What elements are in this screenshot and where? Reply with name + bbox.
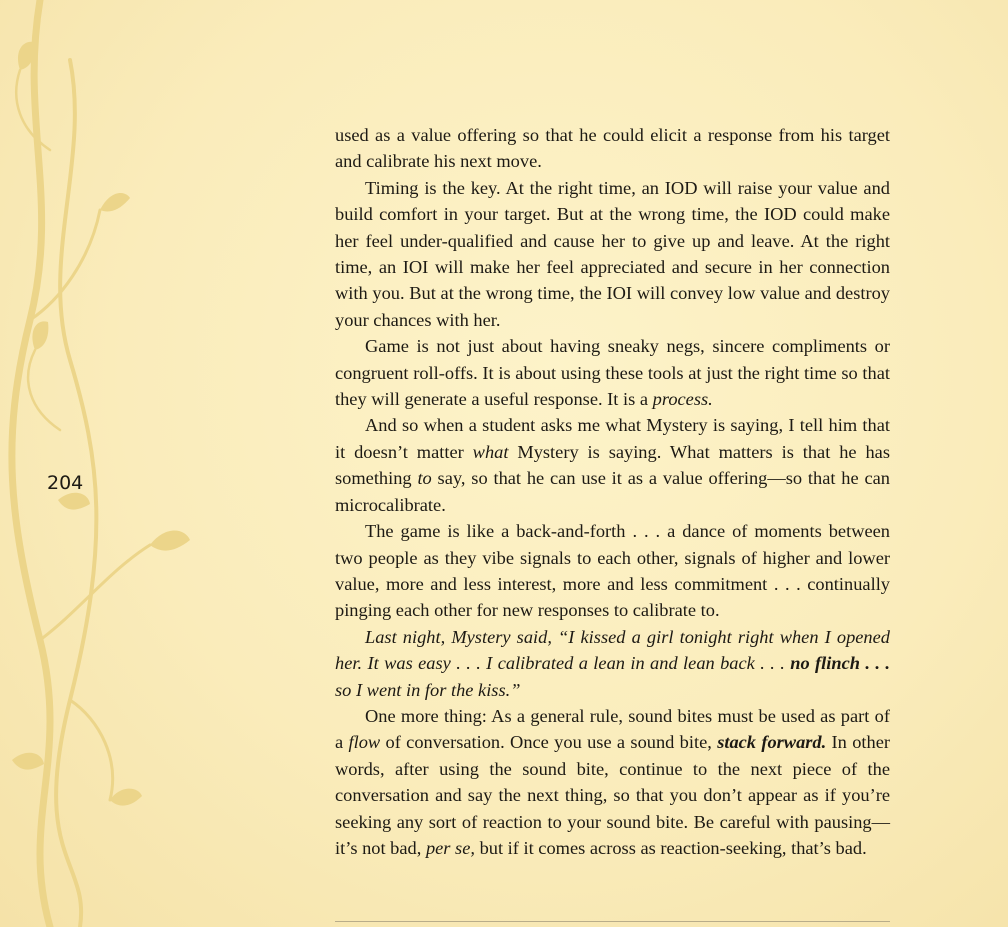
paragraph xyxy=(335,624,890,703)
text-run: of conversation. Once you use a sound bite, xyxy=(380,732,718,753)
text-run: The game is like a back-and-forth . . . a dance of moments between two people as they vibe signals to each other, signals of higher and lower value, more and less interest, more and less commitment . . . continually pinging each other for new responses to calibrate to. xyxy=(335,521,890,621)
footer-rule xyxy=(335,921,890,922)
text-run: And so when a student asks me what Mystery is saying, I tell him that it doesn’t matter xyxy=(335,415,890,462)
text-run: per se, xyxy=(425,837,475,858)
paragraph xyxy=(335,703,890,861)
text-run: so I went in for the kiss.” xyxy=(335,679,521,700)
text-run: no flinch . . . xyxy=(790,653,890,674)
text-run: process. xyxy=(652,389,713,410)
paragraph xyxy=(335,122,890,175)
text-run: Timing is the key. At the right time, an IOD will raise your value and build comfort in your target. But at the wrong time, the IOD could make her feel under-qualified and cause her to give up and leave. At the right time, an IOI will make her feel appreciated and secure in her connection with you. But at the wrong time, the IOI will convey low value and destroy your chances with her. xyxy=(335,177,890,330)
paragraph xyxy=(335,518,890,624)
text-run: say, so that he can use it as a value offering—so that he can microcalibrate. xyxy=(335,468,890,515)
paragraph xyxy=(335,175,890,333)
text-run: stack forward. xyxy=(717,732,827,753)
paragraph xyxy=(335,412,890,518)
floral-vine-decoration xyxy=(0,0,230,927)
page-number: 204 xyxy=(47,472,84,494)
body-text xyxy=(335,122,890,861)
text-run: but if it comes across as reaction-seeking, that’s bad. xyxy=(474,837,867,858)
text-run: flow xyxy=(348,732,381,753)
text-run: what xyxy=(472,441,509,462)
text-run: Game is not just about having sneaky negs, sincere compliments or congruent roll-offs. It is about using these tools at just the right time so that they will generate a useful response. It is a xyxy=(335,336,890,410)
paragraph xyxy=(335,333,890,412)
text-run: One more thing: As a general rule, sound bites must be used as part of a xyxy=(335,705,890,753)
text-run: used as a value offering so that he could elicit a response from his target and calibrate his next move. xyxy=(335,125,890,172)
text-run: Last night, Mystery said, “I kissed a girl tonight right when I opened her. It was easy . . . I calibrated a lean in and lean back . . . xyxy=(335,626,890,674)
text-run: In other words, after using the sound bite, continue to the next piece of the conversation and say the next thing, so that you don’t appear as if you’re seeking any sort of reaction to your sound bite. Be careful with pausing—it’s not bad, xyxy=(335,732,890,858)
text-run: Mystery is saying. What matters is that he has something xyxy=(335,441,890,489)
text-run: to xyxy=(417,468,432,489)
